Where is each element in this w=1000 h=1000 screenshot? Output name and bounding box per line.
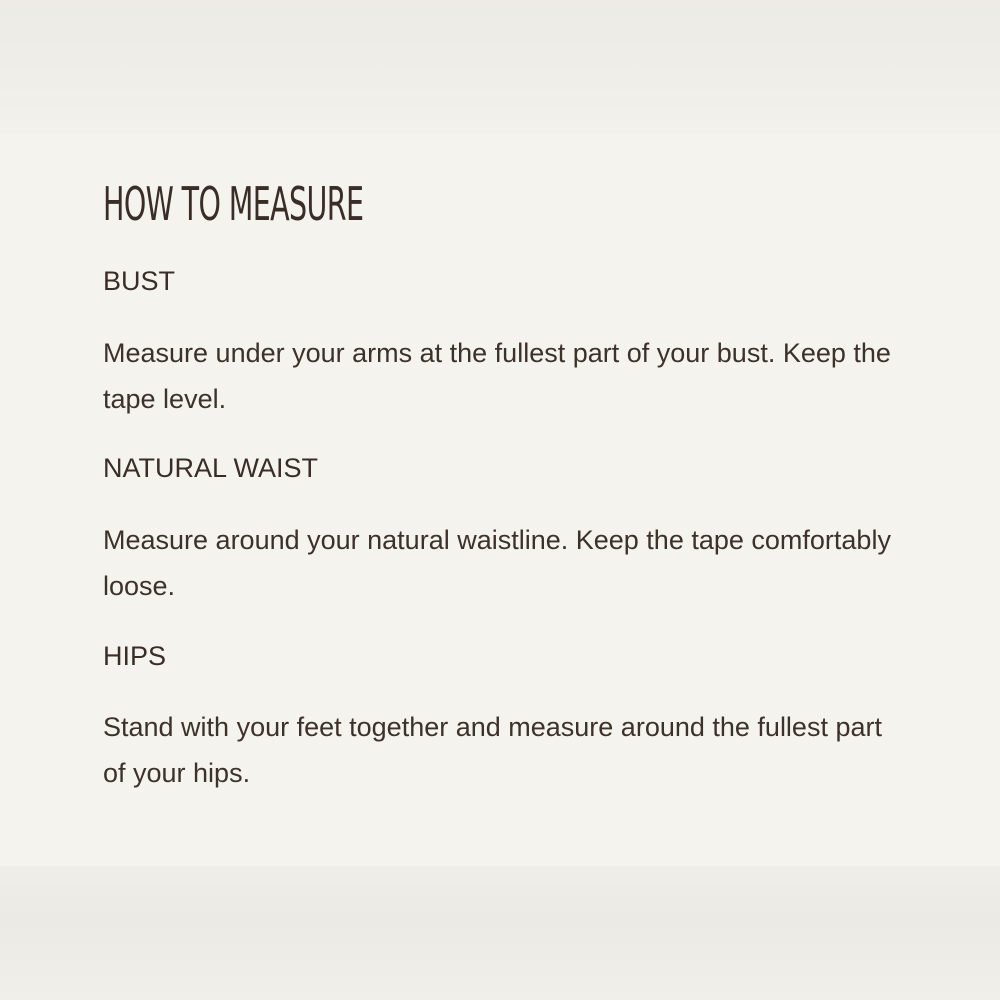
page-title: HOW TO MEASURE <box>103 177 364 231</box>
bust-instructions: Measure under your arms at the fullest part of your bust. Keep the tape level. <box>103 338 891 414</box>
natural-waist-instructions: Measure around your natural waistline. Keep the tape comfortably loose. <box>103 525 891 601</box>
measurement-guide-panel <box>0 133 1000 866</box>
bust-heading: BUST <box>103 266 176 296</box>
hips-heading: HIPS <box>103 641 167 671</box>
bottom-backdrop <box>0 866 1000 1000</box>
natural-waist-heading: NATURAL WAIST <box>103 453 319 483</box>
top-backdrop <box>0 0 1000 133</box>
hips-instructions: Stand with your feet together and measure around the fullest part of your hips. <box>103 712 882 788</box>
